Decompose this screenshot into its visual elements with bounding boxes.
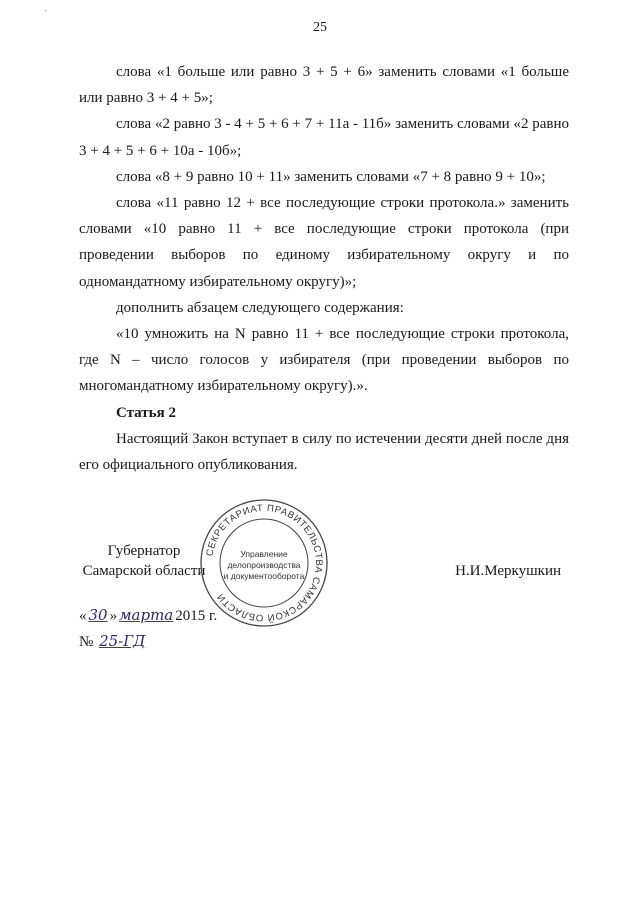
number-value-handwritten: 25-ГД: [99, 632, 146, 650]
paragraph-3: слова «8 + 9 равно 10 + 11» заменить словами «7 + 8 равно 9 + 10»;: [116, 168, 546, 185]
official-seal: [198, 497, 330, 634]
signatory-title-line1: Губернатор: [107, 543, 181, 559]
number-prefix: №: [79, 634, 94, 650]
paragraph-5: дополнить абзацем следующего содержания:: [116, 299, 404, 316]
date-day-handwritten: 30: [88, 606, 108, 624]
paragraph-1: слова «1 больше или равно 3 + 5 + 6» заменить словами «1 больше или равно 3 + 4 + 5»;: [79, 64, 569, 107]
date-month-handwritten: марта: [119, 606, 174, 624]
paragraph-6: «10 умножить на N равно 11 + все последующие строки протокола, где N – число голосов у избирателя (при проведении выборов по многомандатному избирательному округу).».: [79, 326, 569, 395]
date-year: 2015 г.: [175, 608, 218, 624]
seal-ring-text: СЕКРЕТАРИАТ ПРАВИТЕЛЬСТВА САМАРСКОЙ ОБЛАСТИ: [204, 502, 325, 624]
document-body: [79, 59, 569, 478]
seal-inner-line1: Управление: [240, 549, 288, 559]
seal-graphic: [198, 497, 330, 629]
signatory-title-line2: Самарской области: [82, 563, 206, 579]
date-close-quote: »: [109, 608, 118, 624]
paragraph-4: слова «11 равно 12 + все последующие строки протокола.» заменить словами «10 равно 11 + все последующие строки протокола (при проведении выборов по единому избирательному округу и по одномандатному избирательному округу)»;: [79, 195, 569, 290]
signatory-name: Н.И.Меркушкин: [455, 563, 561, 579]
paragraph-2: слова «2 равно 3 - 4 + 5 + 6 + 7 + 11а - 11б» заменить словами «2 равно 3 + 4 + 5 + 6 + 10а - 10б»;: [79, 116, 569, 159]
article-heading: Статья 2: [116, 404, 176, 421]
date-open-quote: «: [79, 608, 87, 624]
seal-inner-line2: делопроизводства: [227, 560, 301, 570]
law-number: [79, 631, 147, 652]
signatory-title: [79, 541, 209, 581]
corner-mark: -: [44, 5, 47, 15]
seal-inner-line3: и документооборота: [223, 571, 305, 581]
signing-date: [79, 605, 217, 626]
article-text: Настоящий Закон вступает в силу по истечении десяти дней после дня его официального опубликования.: [79, 430, 569, 474]
page-number: 25: [313, 20, 327, 35]
